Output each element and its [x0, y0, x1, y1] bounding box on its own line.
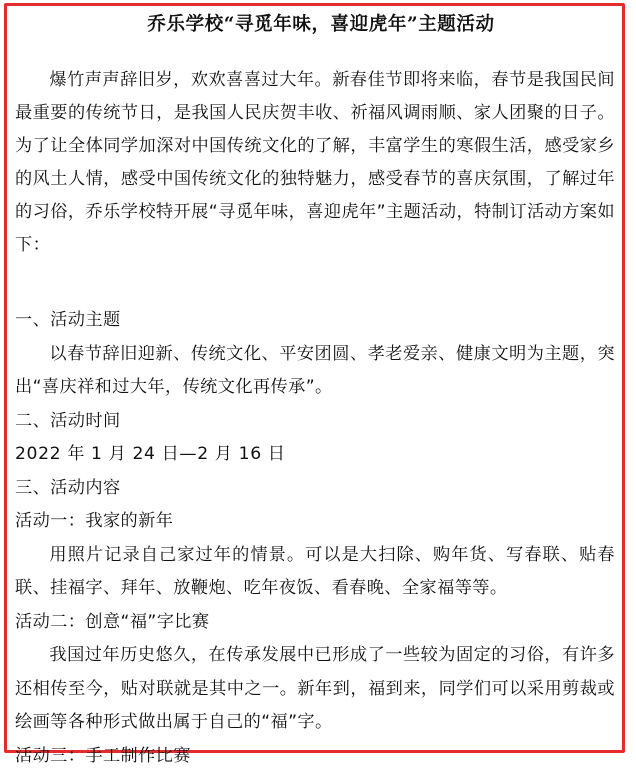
title-spacer: [15, 38, 627, 64]
activity-2-body: 我国过年历史悠久，在传承发展中已形成了一些较为固定的习俗，有许多还相传至今，贴对联就是其中之一。新年到，福到来，同学们可以采用剪裁或绘画等各种形式做出属于自己的“福”字。: [15, 639, 615, 740]
section-heading-time: 二、活动时间: [15, 405, 627, 439]
activity-date-range: 2022 年 1 月 24 日—2 月 16 日: [15, 438, 627, 472]
document-page: [15, 10, 627, 773]
section-heading-content: 三、活动内容: [15, 472, 627, 506]
activity-1-title: 活动一：我家的新年: [15, 505, 627, 539]
document-highlight-frame: [4, 3, 625, 753]
activity-1-body: 用照片记录自己家过年的情景。可以是大扫除、购年货、写春联、贴春联、挂福字、拜年、放鞭炮、吃年夜饭、看春晚、全家福等等。: [15, 539, 615, 606]
section-heading-theme: 一、活动主题: [15, 304, 627, 338]
activity-2-title: 活动二：创意“福”字比赛: [15, 606, 627, 640]
document-title: 乔乐学校“寻觅年味，喜迎虎年”主题活动: [15, 10, 627, 38]
intro-spacer: [15, 262, 627, 304]
intro-paragraph: 爆竹声声辞旧岁，欢欢喜喜过大年。新春佳节即将来临，春节是我国民间最重要的传统节日，是我国人民庆贺丰收、祈福风调雨顺、家人团聚的日子。为了让全体同学加深对中国传统文化的了解，丰富学生的寒假生活，感受家乡的风土人情，感受中国传统文化的独特魅力，感受春节的喜庆氛围，了解过年的习俗，乔乐学校特开展“寻觅年味，喜迎虎年”主题活动，特制订活动方案如下：: [15, 64, 615, 262]
theme-paragraph: 以春节辞旧迎新、传统文化、平安团圆、孝老爱亲、健康文明为主题，突出“喜庆祥和过大年，传统文化再传承”。: [15, 338, 615, 405]
activity-3-title: 活动三：手工制作比赛: [15, 740, 627, 773]
